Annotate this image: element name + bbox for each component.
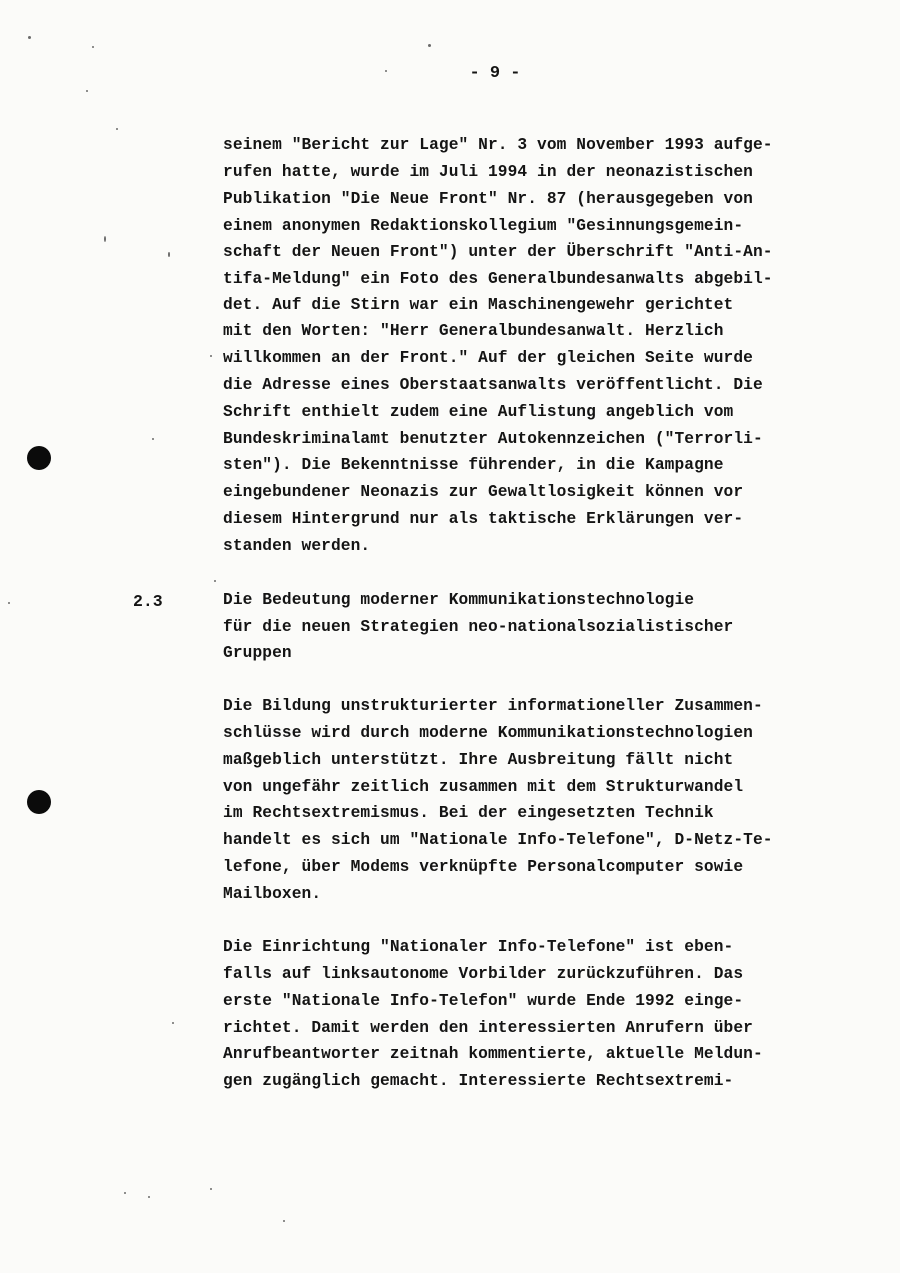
punch-hole bbox=[27, 446, 51, 470]
text-line: einem anonymen Redaktionskollegium "Gesinnungsgemein- bbox=[223, 217, 744, 235]
text-line: handelt es sich um "Nationale Info-Telefone", D-Netz-Te- bbox=[223, 831, 773, 849]
punch-hole bbox=[27, 790, 51, 814]
text-line: eingebundener Neonazis zur Gewaltlosigkeit können vor bbox=[223, 483, 744, 501]
speck bbox=[210, 355, 212, 357]
text-line: Die Bildung unstrukturierter informationeller Zusammen- bbox=[223, 697, 763, 715]
text-line: erste "Nationale Info-Telefon" wurde Ende 1992 einge- bbox=[223, 992, 744, 1010]
text-line: Publikation "Die Neue Front" Nr. 87 (herausgegeben von bbox=[223, 190, 753, 208]
text-line: die Adresse eines Oberstaatsanwalts veröffentlicht. Die bbox=[223, 376, 763, 394]
section-number: 2.3 bbox=[133, 592, 163, 611]
text-line: Schrift enthielt zudem eine Auflistung angeblich vom bbox=[223, 403, 734, 421]
text-line: Die Einrichtung "Nationaler Info-Telefone" ist eben- bbox=[223, 938, 734, 956]
text-line: willkommen an der Front." Auf der gleichen Seite wurde bbox=[223, 349, 753, 367]
speck bbox=[148, 1196, 150, 1198]
text-line: maßgeblich unterstützt. Ihre Ausbreitung fällt nicht bbox=[223, 751, 734, 769]
text-line: gen zugänglich gemacht. Interessierte Rechtsextremi- bbox=[223, 1072, 734, 1090]
speck bbox=[210, 1188, 212, 1190]
text-line: Bundeskriminalamt benutzter Autokennzeichen ("Terrorli- bbox=[223, 430, 763, 448]
text-line: Anrufbeantworter zeitnah kommentierte, aktuelle Meldun- bbox=[223, 1045, 763, 1063]
text-line: tifa-Meldung" ein Foto des Generalbundesanwalts abgebil- bbox=[223, 270, 773, 288]
speck bbox=[86, 90, 88, 92]
speck bbox=[172, 1022, 174, 1024]
heading-line: Gruppen bbox=[223, 644, 292, 662]
heading-line: für die neuen Strategien neo-nationalsozialistischer bbox=[223, 618, 734, 636]
text-line: seinem "Bericht zur Lage" Nr. 3 vom November 1993 aufge- bbox=[223, 136, 773, 154]
text-line: sten"). Die Bekenntnisse führender, in die Kampagne bbox=[223, 456, 724, 474]
page-number: - 9 - bbox=[469, 64, 521, 83]
text-line: falls auf linksautonome Vorbilder zurückzuführen. Das bbox=[223, 965, 744, 983]
speck bbox=[152, 438, 154, 440]
text-line: standen werden. bbox=[223, 537, 371, 555]
text-line: rufen hatte, wurde im Juli 1994 in der neonazistischen bbox=[223, 163, 753, 181]
speck bbox=[283, 1220, 285, 1222]
speck bbox=[104, 236, 106, 242]
text-line: schlüsse wird durch moderne Kommunikationstechnologien bbox=[223, 724, 753, 742]
text-line: im Rechtsextremismus. Bei der eingesetzten Technik bbox=[223, 804, 714, 822]
text-line: richtet. Damit werden den interessierten Anrufern über bbox=[223, 1019, 753, 1037]
text-line: det. Auf die Stirn war ein Maschinengewehr gerichtet bbox=[223, 296, 734, 314]
text-line: mit den Worten: "Herr Generalbundesanwalt. Herzlich bbox=[223, 322, 724, 340]
text-line: Mailboxen. bbox=[223, 885, 322, 903]
speck bbox=[28, 36, 31, 39]
heading-line: Die Bedeutung moderner Kommunikationstechnologie bbox=[223, 591, 695, 609]
speck bbox=[92, 46, 94, 48]
speck bbox=[214, 580, 216, 582]
speck bbox=[8, 602, 10, 604]
text-line: lefone, über Modems verknüpfte Personalcomputer sowie bbox=[223, 858, 744, 876]
text-line: schaft der Neuen Front") unter der Überschrift "Anti-An- bbox=[223, 243, 773, 261]
speck bbox=[168, 252, 170, 257]
text-line: von ungefähr zeitlich zusammen mit dem Strukturwandel bbox=[223, 778, 744, 796]
speck bbox=[385, 70, 387, 72]
text-line: diesem Hintergrund nur als taktische Erklärungen ver- bbox=[223, 510, 744, 528]
speck bbox=[124, 1192, 126, 1194]
speck bbox=[428, 44, 431, 47]
speck bbox=[116, 128, 118, 130]
